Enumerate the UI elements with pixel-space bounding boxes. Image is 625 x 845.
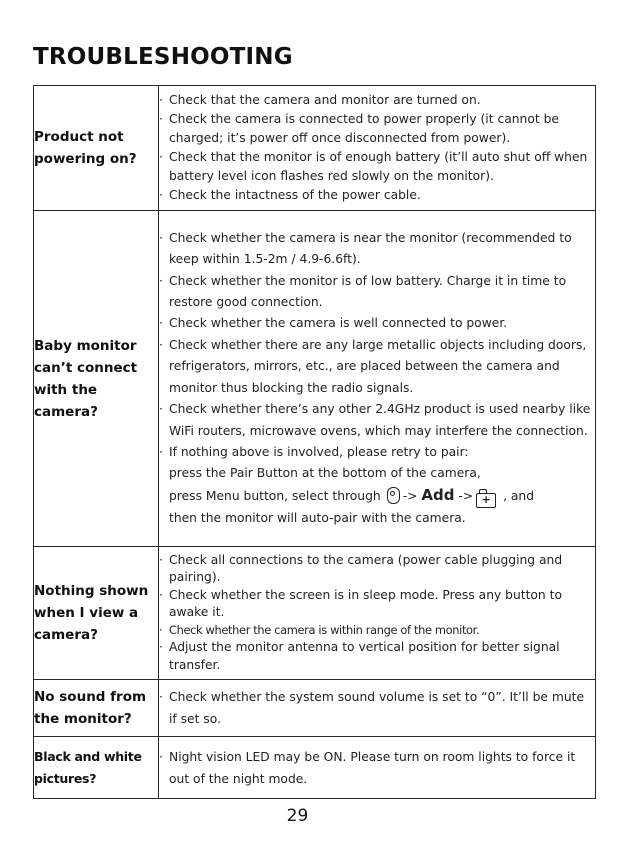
list-item: · Check all connections to the camera (power cable plugging and pairing). bbox=[159, 552, 595, 587]
list-item: · Night vision LED may be ON. Please turn on room lights to force it out of the night mode. bbox=[159, 746, 595, 790]
camera-device-icon bbox=[387, 487, 400, 504]
pair-line-2: press the Pair Button at the bottom of the camera, bbox=[169, 466, 481, 481]
add-device-icon: + bbox=[476, 493, 496, 508]
arrow-text: -> bbox=[402, 488, 418, 503]
add-label: Add bbox=[421, 485, 455, 504]
pair-instructions bbox=[159, 442, 595, 529]
list-item: · Check whether the camera is near the monitor (recommended to keep within 1.5-2m / 4.9-6.6ft). bbox=[159, 228, 595, 271]
list-item: · Adjust the monitor antenna to vertical position for better signal transfer. bbox=[159, 639, 595, 674]
answer-cell bbox=[159, 211, 596, 547]
question-text: Baby monitor can’t connect with the camera? bbox=[34, 337, 138, 420]
answer-cell bbox=[159, 680, 596, 737]
table-row bbox=[34, 547, 596, 680]
list-item: · Check whether there’s any other 2.4GHz product is used nearby like WiFi routers, microwave ovens, which may interfere the connection. bbox=[159, 399, 595, 442]
question-text: Product not powering on? bbox=[34, 129, 137, 167]
list-item: · Check whether the camera is within range of the monitor. bbox=[159, 622, 595, 640]
answer-list bbox=[159, 686, 595, 730]
page-title: TROUBLESHOOTING bbox=[33, 44, 293, 70]
pair-line-3-end: , and bbox=[503, 488, 535, 503]
list-item: · Check that the monitor is of enough battery (it’ll auto shut off when battery level icon flashes red slowly on the monitor). bbox=[159, 148, 595, 186]
list-item: · Check whether there are any large metallic objects including doors, refrigerators, mirrors, etc., are placed between the camera and monitor thus blocking the radio signals. bbox=[159, 335, 595, 399]
list-item: · Check that the camera and monitor are turned on. bbox=[159, 91, 595, 110]
table-row bbox=[34, 86, 596, 211]
pair-line-3 bbox=[169, 485, 595, 508]
answer-list bbox=[159, 228, 595, 529]
answer-cell bbox=[159, 86, 596, 211]
table-row bbox=[34, 737, 596, 799]
question-text: No sound from the monitor? bbox=[34, 689, 147, 727]
answer-list bbox=[159, 746, 595, 790]
answer-list bbox=[159, 552, 595, 675]
list-item: · Check whether the camera is well connected to power. bbox=[159, 313, 595, 334]
question-text: Black and white pictures? bbox=[34, 748, 142, 786]
list-item: · Check whether the system sound volume is set to “0”. It’ll be mute if set so. bbox=[159, 686, 595, 730]
table-row bbox=[34, 680, 596, 737]
table-row bbox=[34, 211, 596, 547]
question-text: Nothing shown when I view a camera? bbox=[34, 583, 149, 643]
page-number: 29 bbox=[286, 806, 309, 826]
question-cell bbox=[34, 86, 159, 211]
pair-line-3-text: press Menu button, select through bbox=[169, 488, 381, 503]
answer-cell bbox=[159, 547, 596, 680]
question-cell bbox=[34, 211, 159, 547]
arrow-text: -> bbox=[458, 488, 474, 503]
question-cell bbox=[34, 547, 159, 680]
list-item: · Check the camera is connected to power properly (it cannot be charged; it’s power off once disconnected from power). bbox=[159, 110, 595, 148]
list-item: · Check the intactness of the power cable. bbox=[159, 186, 595, 205]
pair-line-4: then the monitor will auto-pair with the camera. bbox=[169, 510, 466, 525]
question-cell bbox=[34, 737, 159, 799]
pair-line-1: · If nothing above is involved, please retry to pair: bbox=[169, 444, 469, 459]
answer-list bbox=[159, 91, 595, 205]
list-item: · Check whether the screen is in sleep mode. Press any button to awake it. bbox=[159, 587, 595, 622]
troubleshooting-table bbox=[33, 85, 596, 799]
question-cell bbox=[34, 680, 159, 737]
list-item: · Check whether the monitor is of low battery. Charge it in time to restore good connection. bbox=[159, 271, 595, 314]
answer-cell bbox=[159, 737, 596, 799]
